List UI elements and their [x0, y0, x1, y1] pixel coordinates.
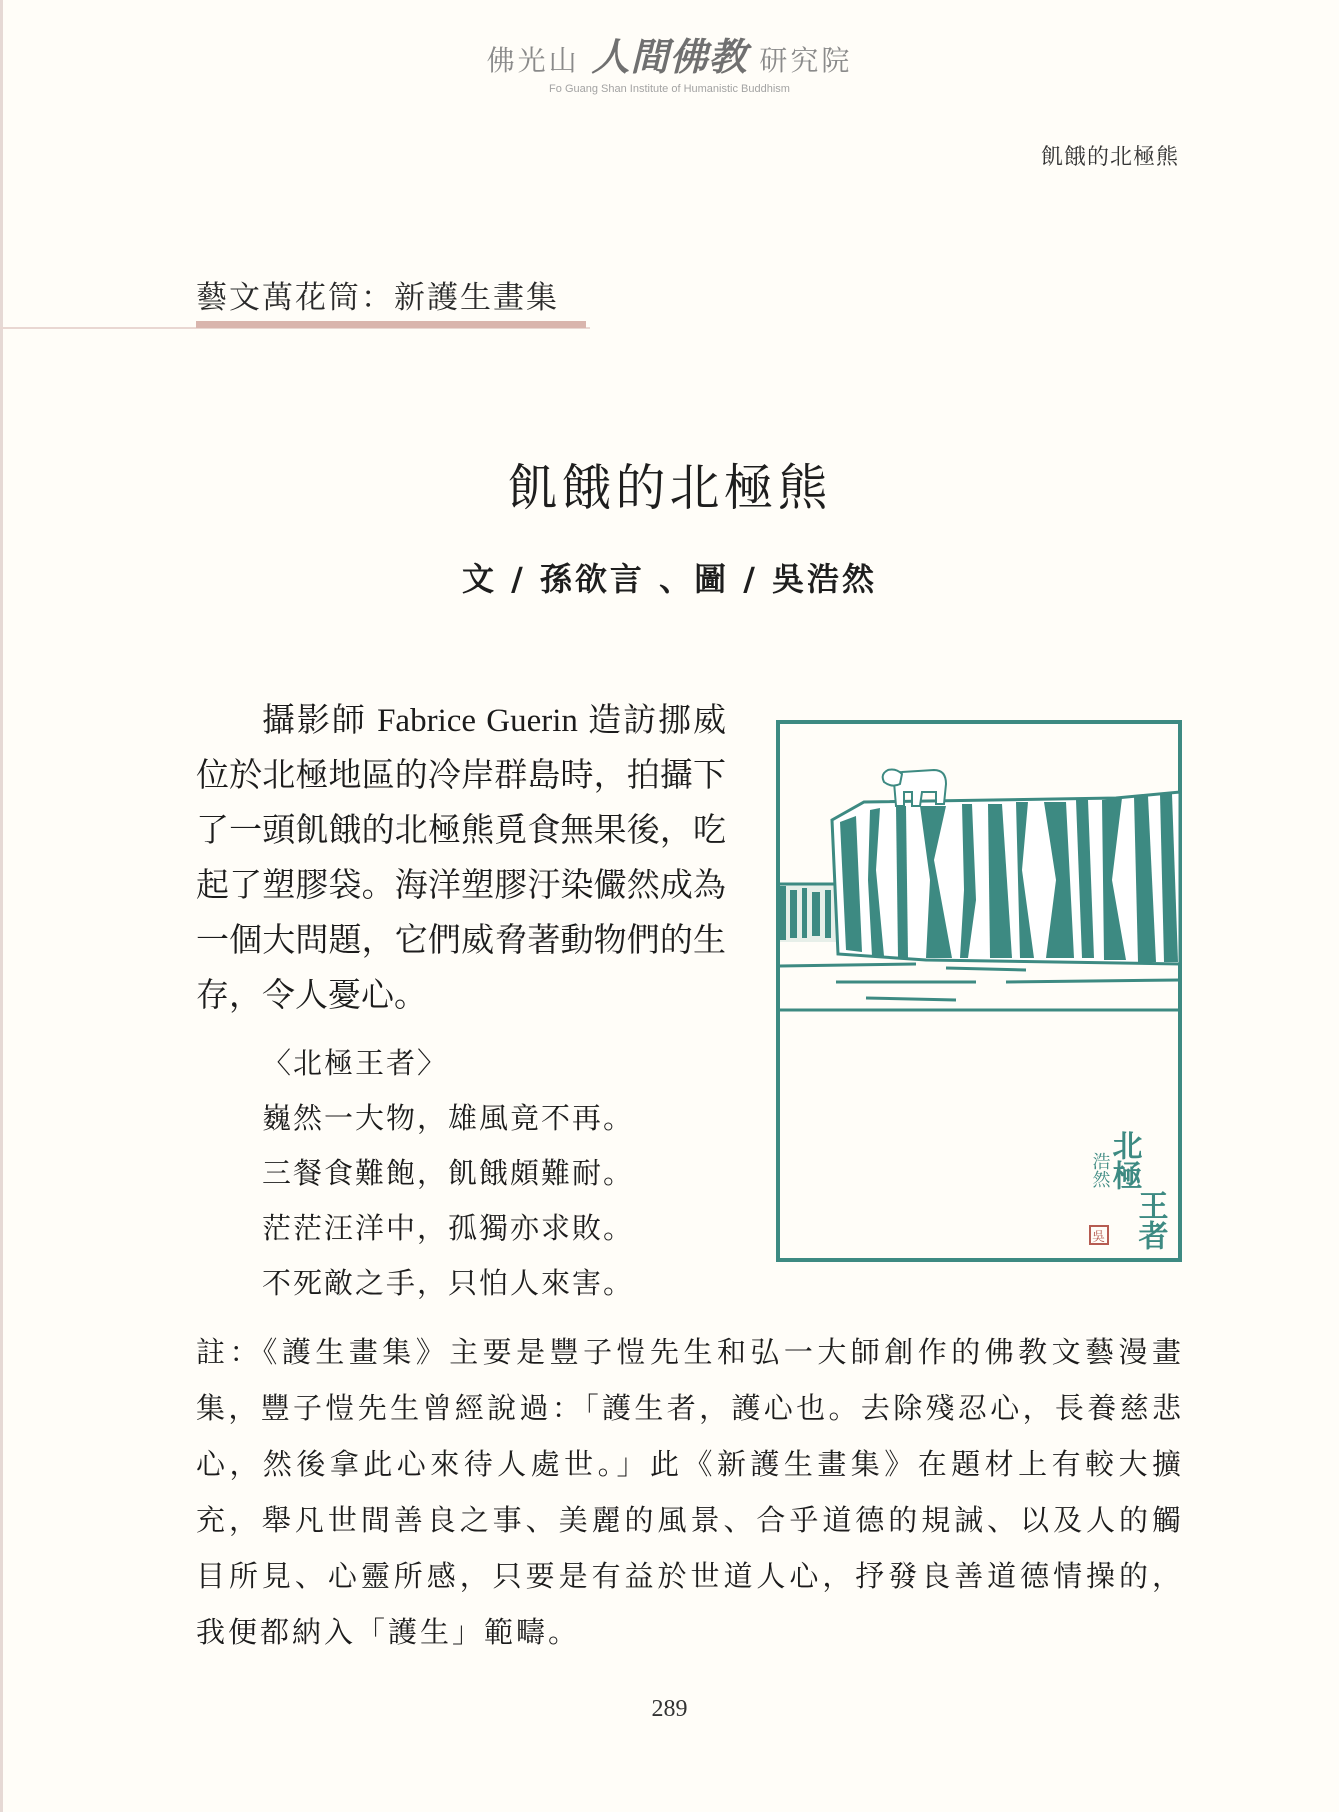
- artist-signature: 浩然: [1089, 1152, 1111, 1188]
- distant-iceberg: [780, 884, 836, 942]
- poem: [262, 1036, 742, 1311]
- article-byline: 文 / 孫欲言 、圖 / 吳浩然: [461, 560, 878, 598]
- article-body: [196, 694, 726, 1024]
- poem-title: 〈北極王者〉: [262, 1046, 449, 1080]
- article-title: 飢餓的北極熊: [507, 459, 832, 517]
- section-label: 藝文萬花筒：新護生畫集: [196, 280, 559, 316]
- poem-line: 茫茫汪洋中，孤獨亦求敗。: [262, 1211, 635, 1245]
- inscription-text: 王者: [1132, 1190, 1168, 1250]
- running-head: 飢餓的北極熊: [1040, 145, 1179, 170]
- institute-suffix: 研究院: [759, 44, 853, 77]
- institute-brand: 人間佛教: [591, 34, 748, 79]
- institute-prefix: 佛光山: [486, 44, 580, 77]
- institute-logo: [0, 26, 1339, 81]
- artist-seal-char: 吳: [1092, 1230, 1106, 1245]
- article-body-text: 攝影師 Fabrice Guerin 造訪挪威位於北極地區的冷岸群島時，拍攝下了一頭飢餓的北極熊覓食無果後，吃起了塑膠袋。海洋塑膠汙染儼然成為一個大問題，它們威脅著動物們的生存，令人憂心。: [196, 703, 726, 1014]
- poem-line: 三餐食難飽，飢餓頗難耐。: [262, 1156, 635, 1190]
- poem-line: 不死敵之手，只怕人來害。: [262, 1266, 635, 1300]
- sea-ice: [780, 964, 1180, 1010]
- poem-line: 巍然一大物，雄風竟不再。: [262, 1101, 635, 1135]
- institute-english-name: Fo Guang Shan Institute of Humanistic Buddhism: [549, 83, 790, 95]
- inscription-text: 北極: [1106, 1130, 1142, 1190]
- section-rule-accent: [196, 321, 586, 328]
- page-number: 289: [651, 1696, 688, 1722]
- institute-header: [0, 26, 1339, 95]
- polar-bear-illustration: [776, 720, 1182, 1262]
- editor-note: 註：《護生畫集》主要是豐子愷先生和弘一大師創作的佛教文藝漫畫集，豐子愷先生曾經說過：「護生者，護心也。去除殘忍心，長養慈悲心，然後拿此心來待人處世。」此《新護生畫集》在題材上有較大擴充，舉凡世間善良之事、美麗的風景、合乎道德的規誡、以及人的觸目所見、心靈所感，只要是有益於世道人心，抒發良善道德情操的，我便都納入「護生」範疇。: [196, 1335, 1184, 1649]
- page-edge: [0, 0, 3, 1812]
